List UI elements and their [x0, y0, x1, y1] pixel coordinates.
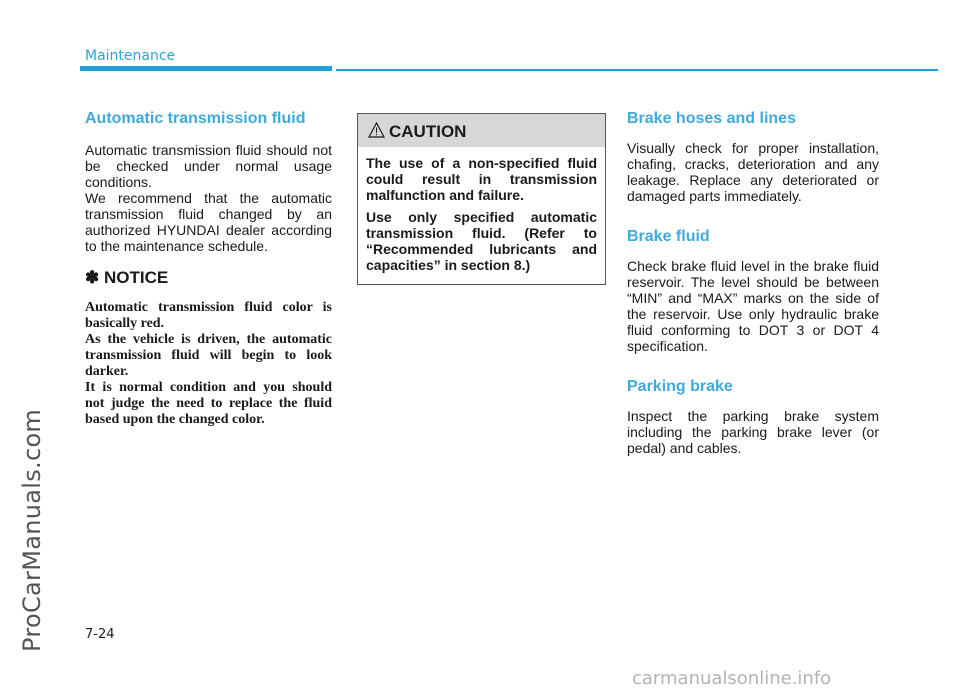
caution-title: CAUTION	[389, 122, 467, 141]
header-rule-thin	[336, 69, 938, 71]
notice-title: NOTICE	[103, 268, 169, 287]
notice-line-2: As the vehicle is driven, the automatic transmission fluid will begin to look darker.	[85, 332, 332, 379]
notice-line-3: It is normal condition and you should not judge the need to replace the fluid based upon the changed color.	[85, 380, 332, 427]
notice-icon: ✽	[85, 268, 100, 287]
brake-hoses-text: Visually check for proper installation, chafing, cracks, deterioration and any leakage. Replace any deteriorated or damaged parts immediately.	[627, 140, 879, 204]
footer-site-link[interactable]: carmanualsonline.info	[632, 668, 832, 689]
notice-heading	[85, 268, 332, 288]
parking-brake-heading: Parking brake	[627, 378, 733, 395]
brake-fluid-heading: Brake fluid	[627, 228, 710, 245]
caution-paragraph-1: The use of a non-specified fluid could result in transmission malfunction and failure.	[366, 155, 597, 203]
page-number: 7-24	[85, 627, 115, 642]
warning-triangle-icon	[368, 122, 385, 138]
caution-box	[357, 113, 606, 285]
section-label: Maintenance	[85, 48, 176, 64]
parking-brake-text: Inspect the parking brake system including the parking brake lever (or pedal) and cables.	[627, 408, 879, 456]
brake-fluid-text: Check brake fluid level in the brake fluid reservoir. The level should be between “MIN” and “MAX” marks on the side of the reservoir. Use only hydraulic brake fluid conforming to DOT 3 or DOT 4 specification.	[627, 258, 879, 354]
atf-paragraph-2: We recommend that the automatic transmission fluid changed by an authorized HYUNDAI dealer according to the maintenance schedule.	[85, 190, 332, 254]
caution-body	[358, 147, 605, 273]
header-rule-thick	[80, 66, 332, 71]
caution-header	[358, 114, 605, 147]
atf-heading: Automatic transmission fluid	[85, 110, 306, 127]
right-column	[627, 110, 879, 480]
brake-hoses-heading: Brake hoses and lines	[627, 110, 796, 127]
side-watermark: ProCarManuals.com	[18, 408, 46, 652]
left-column	[85, 110, 332, 428]
caution-paragraph-2: Use only specified automatic transmission fluid. (Refer to “Recommended lubricants and capacities” in section 8.)	[366, 209, 597, 273]
notice-body	[85, 300, 332, 428]
notice-line-1: Automatic transmission fluid color is basically red.	[85, 300, 332, 331]
atf-paragraph-1: Automatic transmission fluid should not be checked under normal usage conditions.	[85, 142, 332, 190]
